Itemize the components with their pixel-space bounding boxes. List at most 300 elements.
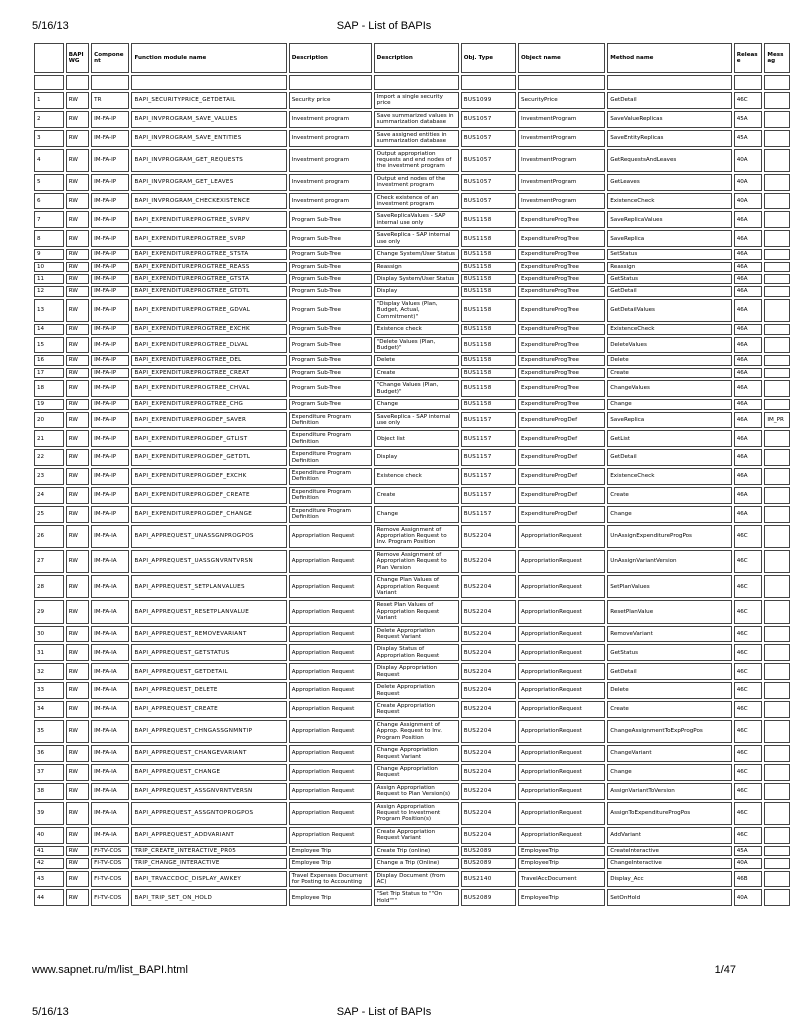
object-name-cell: ExpenditureProgDef bbox=[518, 449, 605, 466]
bapi-wg-cell: RW bbox=[66, 745, 89, 762]
row-index: 22 bbox=[34, 449, 64, 466]
obj-type-cell: BUS2204 bbox=[461, 783, 516, 800]
object-name-cell: ExpenditureProgDef bbox=[518, 412, 605, 429]
description-cell: Appropriation Request bbox=[289, 682, 372, 699]
method-name-cell: Create bbox=[607, 368, 731, 378]
table-row bbox=[34, 92, 790, 109]
description-2-cell: Display System/User Status bbox=[374, 274, 459, 284]
row-index: 13 bbox=[34, 299, 64, 322]
table-row bbox=[34, 626, 790, 643]
object-name-cell: ExpenditureProgTree bbox=[518, 355, 605, 365]
method-name-cell: UnAssignExpenditureProgPos bbox=[607, 525, 731, 548]
message-cell bbox=[764, 355, 790, 365]
function-module-cell: BAPI_EXPENDITUREPROGTREE_GDVAL bbox=[131, 299, 286, 322]
release-cell: 46A bbox=[734, 299, 763, 322]
obj-type-cell: BUS1157 bbox=[461, 487, 516, 504]
function-module-cell: BAPI_EXPENDITUREPROGTREE_REASS bbox=[131, 262, 286, 272]
description-2-cell: Create Trip (online) bbox=[374, 846, 459, 856]
component-cell: FI-TV-COS bbox=[91, 846, 129, 856]
method-name-cell: SetStatus bbox=[607, 249, 731, 259]
message-cell bbox=[764, 130, 790, 147]
component-cell: IM-FA-IP bbox=[91, 130, 129, 147]
obj-type-cell: BUS2204 bbox=[461, 663, 516, 680]
release-cell: 46C bbox=[734, 663, 763, 680]
description-2-cell: Existence check bbox=[374, 324, 459, 334]
method-name-cell: AssignToExpenditureProgPos bbox=[607, 802, 731, 825]
row-index: 11 bbox=[34, 274, 64, 284]
method-name-cell: Reassign bbox=[607, 262, 731, 272]
object-name-cell: ExpenditureProgDef bbox=[518, 430, 605, 447]
obj-type-cell: BUS2204 bbox=[461, 575, 516, 598]
description-2-cell: Change Plan Values of Appropriation Request Variant bbox=[374, 575, 459, 598]
description-cell: Expenditure Program Definition bbox=[289, 487, 372, 504]
release-cell: 46C bbox=[734, 626, 763, 643]
bapi-wg-cell: RW bbox=[66, 889, 89, 906]
method-name-cell: ExistenceCheck bbox=[607, 324, 731, 334]
method-name-cell: ChangeValues bbox=[607, 380, 731, 397]
method-name-cell: GetDetail bbox=[607, 286, 731, 296]
object-name-cell: ExpenditureProgTree bbox=[518, 299, 605, 322]
object-name-cell: ExpenditureProgTree bbox=[518, 286, 605, 296]
object-name-cell: AppropriationRequest bbox=[518, 600, 605, 623]
description-cell: Program Sub-Tree bbox=[289, 230, 372, 247]
description-2-cell: SaveReplica - SAP internal use only bbox=[374, 412, 459, 429]
description-2-cell: Create bbox=[374, 487, 459, 504]
table-row bbox=[34, 682, 790, 699]
description-2-cell: Save assigned entities in summarization database bbox=[374, 130, 459, 147]
table-row bbox=[34, 412, 790, 429]
message-cell bbox=[764, 783, 790, 800]
component-cell: IM-FA-IP bbox=[91, 355, 129, 365]
obj-type-cell: BUS2204 bbox=[461, 644, 516, 661]
bapi-wg-cell: RW bbox=[66, 149, 89, 172]
bapi-wg-cell: RW bbox=[66, 600, 89, 623]
table-row bbox=[34, 783, 790, 800]
object-name-cell: AppropriationRequest bbox=[518, 783, 605, 800]
table-row bbox=[34, 380, 790, 397]
method-name-cell: GetDetail bbox=[607, 449, 731, 466]
message-cell: IM_PR bbox=[764, 412, 790, 429]
description-2-cell: Delete Appropriation Request bbox=[374, 682, 459, 699]
table-row bbox=[34, 355, 790, 365]
object-name-cell: ExpenditureProgTree bbox=[518, 337, 605, 354]
description-2-cell: "Display Values (Plan, Budget, Actual, Commitment)" bbox=[374, 299, 459, 322]
function-module-cell: BAPI_TRVACCDOC_DISPLAY_AWKEY bbox=[131, 871, 286, 888]
obj-type-cell: BUS2204 bbox=[461, 525, 516, 548]
release-cell: 46A bbox=[734, 487, 763, 504]
row-index: 25 bbox=[34, 506, 64, 523]
bapi-wg-cell: RW bbox=[66, 468, 89, 485]
object-name-cell: ExpenditureProgTree bbox=[518, 262, 605, 272]
message-cell bbox=[764, 274, 790, 284]
function-module-cell: BAPI_APPREQUEST_RESETPLANVALUE bbox=[131, 600, 286, 623]
description-2-cell: Output end nodes of the investment program bbox=[374, 174, 459, 191]
message-cell bbox=[764, 92, 790, 109]
table-row bbox=[34, 600, 790, 623]
table-row bbox=[34, 274, 790, 284]
obj-type-cell: BUS1057 bbox=[461, 111, 516, 128]
method-name-cell: ExistenceCheck bbox=[607, 468, 731, 485]
component-cell: IM-FA-IP bbox=[91, 399, 129, 409]
object-name-cell: ExpenditureProgTree bbox=[518, 380, 605, 397]
message-cell bbox=[764, 871, 790, 888]
row-index: 26 bbox=[34, 525, 64, 548]
row-index: 10 bbox=[34, 262, 64, 272]
description-2-cell: Display bbox=[374, 449, 459, 466]
bapi-wg-cell: RW bbox=[66, 324, 89, 334]
message-cell bbox=[764, 174, 790, 191]
method-name-cell: RemoveVariant bbox=[607, 626, 731, 643]
description-2-cell: "Change Values (Plan, Budget)" bbox=[374, 380, 459, 397]
table-row bbox=[34, 193, 790, 210]
release-cell: 45A bbox=[734, 111, 763, 128]
obj-type-cell: BUS2204 bbox=[461, 745, 516, 762]
description-2-cell: Display bbox=[374, 286, 459, 296]
description-2-cell: Delete bbox=[374, 355, 459, 365]
function-module-cell: BAPI_TRIP_SET_ON_HOLD bbox=[131, 889, 286, 906]
method-name-cell: Delete bbox=[607, 682, 731, 699]
description-2-cell: Existence check bbox=[374, 468, 459, 485]
message-cell bbox=[764, 380, 790, 397]
description-cell: Program Sub-Tree bbox=[289, 399, 372, 409]
message-cell bbox=[764, 600, 790, 623]
description-cell: Program Sub-Tree bbox=[289, 368, 372, 378]
function-module-cell: BAPI_EXPENDITUREPROGDEF_EXCHK bbox=[131, 468, 286, 485]
method-name-cell: ResetPlanValue bbox=[607, 600, 731, 623]
table-row bbox=[34, 827, 790, 844]
component-cell: IM-FA-IP bbox=[91, 324, 129, 334]
description-cell: Program Sub-Tree bbox=[289, 324, 372, 334]
footer-url: www.sapnet.ru/m/list_BAPI.html bbox=[32, 964, 188, 976]
table-row bbox=[34, 720, 790, 743]
row-index: 18 bbox=[34, 380, 64, 397]
obj-type-cell: BUS1057 bbox=[461, 149, 516, 172]
row-index: 2 bbox=[34, 111, 64, 128]
obj-type-cell: BUS1158 bbox=[461, 355, 516, 365]
function-module-cell: BAPI_APPREQUEST_GETDETAIL bbox=[131, 663, 286, 680]
obj-type-cell: BUS2089 bbox=[461, 858, 516, 868]
table-row bbox=[34, 846, 790, 856]
bapi-wg-cell: RW bbox=[66, 355, 89, 365]
function-module-cell: BAPI_APPREQUEST_UASSGNVRNTVRSN bbox=[131, 550, 286, 573]
message-cell bbox=[764, 663, 790, 680]
obj-type-cell: BUS1158 bbox=[461, 230, 516, 247]
component-cell: IM-FA-IP bbox=[91, 430, 129, 447]
page-title: SAP - List of BAPIs bbox=[336, 20, 432, 32]
bapi-wg-cell: RW bbox=[66, 525, 89, 548]
component-cell: IM-FA-IP bbox=[91, 111, 129, 128]
message-cell bbox=[764, 889, 790, 906]
row-index: 40 bbox=[34, 827, 64, 844]
obj-type-cell: BUS1157 bbox=[461, 449, 516, 466]
message-cell bbox=[764, 211, 790, 228]
row-index: 32 bbox=[34, 663, 64, 680]
obj-type-cell: BUS2089 bbox=[461, 889, 516, 906]
row-index: 38 bbox=[34, 783, 64, 800]
bapi-wg-cell: RW bbox=[66, 193, 89, 210]
description-2-cell: Display Appropriation Request bbox=[374, 663, 459, 680]
function-module-cell: BAPI_APPREQUEST_UNASSGNPROGPOS bbox=[131, 525, 286, 548]
description-cell: Investment program bbox=[289, 174, 372, 191]
release-cell: 46B bbox=[734, 871, 763, 888]
release-cell: 45A bbox=[734, 846, 763, 856]
table-row bbox=[34, 663, 790, 680]
description-2-cell: Display Document (from AC) bbox=[374, 871, 459, 888]
method-name-cell: UnAssignVariantVersion bbox=[607, 550, 731, 573]
method-name-cell: SetPlanValues bbox=[607, 575, 731, 598]
obj-type-cell: BUS2204 bbox=[461, 600, 516, 623]
release-cell: 46A bbox=[734, 430, 763, 447]
row-index: 27 bbox=[34, 550, 64, 573]
component-cell: IM-FA-IA bbox=[91, 783, 129, 800]
table-row bbox=[34, 174, 790, 191]
release-cell: 46C bbox=[734, 575, 763, 598]
function-module-cell: TRIP_CREATE_INTERACTIVE_PR05 bbox=[131, 846, 286, 856]
obj-type-cell: BUS2204 bbox=[461, 802, 516, 825]
row-index: 3 bbox=[34, 130, 64, 147]
table-row bbox=[34, 430, 790, 447]
release-cell: 46A bbox=[734, 249, 763, 259]
table-row bbox=[34, 871, 790, 888]
bapi-wg-cell: RW bbox=[66, 626, 89, 643]
object-name-cell: InvestmentProgram bbox=[518, 111, 605, 128]
description-2-cell: Reassign bbox=[374, 262, 459, 272]
release-cell: 40A bbox=[734, 858, 763, 868]
bapi-wg-cell: RW bbox=[66, 575, 89, 598]
function-module-cell: BAPI_EXPENDITUREPROGDEF_GETDTL bbox=[131, 449, 286, 466]
function-module-cell: BAPI_INVPROGRAM_CHECKEXISTENCE bbox=[131, 193, 286, 210]
release-cell: 46C bbox=[734, 550, 763, 573]
description-2-cell: SaveReplicaValues - SAP internal use only bbox=[374, 211, 459, 228]
bapi-wg-cell: RW bbox=[66, 871, 89, 888]
bapi-wg-cell: RW bbox=[66, 550, 89, 573]
obj-type-cell: BUS1158 bbox=[461, 249, 516, 259]
message-cell bbox=[764, 468, 790, 485]
function-module-cell: BAPI_SECURITYPRICE_GETDETAIL bbox=[131, 92, 286, 109]
bapi-wg-cell: RW bbox=[66, 858, 89, 868]
table-row bbox=[34, 399, 790, 409]
component-cell: IM-FA-IA bbox=[91, 827, 129, 844]
table-row bbox=[34, 211, 790, 228]
object-name-cell: AppropriationRequest bbox=[518, 575, 605, 598]
bapi-wg-cell: RW bbox=[66, 92, 89, 109]
message-cell bbox=[764, 487, 790, 504]
description-cell: Appropriation Request bbox=[289, 644, 372, 661]
table-row bbox=[34, 889, 790, 906]
message-cell bbox=[764, 111, 790, 128]
obj-type-cell: BUS1158 bbox=[461, 299, 516, 322]
method-name-cell: GetDetail bbox=[607, 92, 731, 109]
component-cell: IM-FA-IA bbox=[91, 525, 129, 548]
row-index: 29 bbox=[34, 600, 64, 623]
description-cell: Appropriation Request bbox=[289, 600, 372, 623]
obj-type-cell: BUS1057 bbox=[461, 174, 516, 191]
description-cell: Appropriation Request bbox=[289, 663, 372, 680]
bapi-wg-cell: RW bbox=[66, 644, 89, 661]
description-cell: Program Sub-Tree bbox=[289, 262, 372, 272]
description-2-cell: Assign Appropriation Request to Plan Version(s) bbox=[374, 783, 459, 800]
release-cell: 46A bbox=[734, 211, 763, 228]
object-name-cell: ExpenditureProgTree bbox=[518, 230, 605, 247]
description-2-cell: Change bbox=[374, 399, 459, 409]
function-module-cell: BAPI_APPREQUEST_SETPLANVALUES bbox=[131, 575, 286, 598]
description-2-cell: Remove Assignment of Appropriation Request to Plan Version bbox=[374, 550, 459, 573]
object-name-cell: ExpenditureProgTree bbox=[518, 211, 605, 228]
component-cell: IM-FA-IP bbox=[91, 506, 129, 523]
col-header-object-name: Object name bbox=[518, 43, 605, 73]
component-cell: IM-FA-IA bbox=[91, 663, 129, 680]
release-cell: 46C bbox=[734, 783, 763, 800]
release-cell: 46C bbox=[734, 802, 763, 825]
function-module-cell: BAPI_EXPENDITUREPROGTREE_DLVAL bbox=[131, 337, 286, 354]
table-body bbox=[34, 75, 790, 906]
bapi-wg-cell: RW bbox=[66, 368, 89, 378]
description-2-cell: Create bbox=[374, 368, 459, 378]
description-cell: Investment program bbox=[289, 149, 372, 172]
component-cell: IM-FA-IP bbox=[91, 299, 129, 322]
bapi-wg-cell: RW bbox=[66, 211, 89, 228]
description-cell: Employee Trip bbox=[289, 889, 372, 906]
component-cell: FI-TV-COS bbox=[91, 871, 129, 888]
col-header-bapi-wg: BAPI WG bbox=[66, 43, 89, 73]
table-row bbox=[34, 324, 790, 334]
function-module-cell: BAPI_INVPROGRAM_SAVE_VALUES bbox=[131, 111, 286, 128]
obj-type-cell: BUS1158 bbox=[461, 399, 516, 409]
table-row bbox=[34, 487, 790, 504]
table-row bbox=[34, 449, 790, 466]
message-cell bbox=[764, 682, 790, 699]
release-cell: 40A bbox=[734, 174, 763, 191]
description-2-cell: SaveReplica - SAP internal use only bbox=[374, 230, 459, 247]
method-name-cell: GetStatus bbox=[607, 644, 731, 661]
release-cell: 46A bbox=[734, 355, 763, 365]
function-module-cell: BAPI_INVPROGRAM_GET_LEAVES bbox=[131, 174, 286, 191]
message-cell bbox=[764, 720, 790, 743]
description-2-cell: Change Assignment of Approp. Request to Inv. Program Position bbox=[374, 720, 459, 743]
function-module-cell: BAPI_EXPENDITUREPROGTREE_CREAT bbox=[131, 368, 286, 378]
col-header-description-2: Description bbox=[374, 43, 459, 73]
release-cell: 46C bbox=[734, 600, 763, 623]
bapi-wg-cell: RW bbox=[66, 701, 89, 718]
method-name-cell: Delete bbox=[607, 355, 731, 365]
release-cell: 46A bbox=[734, 506, 763, 523]
component-cell: IM-FA-IA bbox=[91, 682, 129, 699]
function-module-cell: BAPI_EXPENDITUREPROGTREE_STSTA bbox=[131, 249, 286, 259]
release-cell: 40A bbox=[734, 193, 763, 210]
release-cell: 40A bbox=[734, 149, 763, 172]
component-cell: IM-FA-IA bbox=[91, 745, 129, 762]
row-index: 21 bbox=[34, 430, 64, 447]
object-name-cell: EmployeeTrip bbox=[518, 858, 605, 868]
description-cell: Appropriation Request bbox=[289, 764, 372, 781]
col-header-release: Release bbox=[734, 43, 763, 73]
function-module-cell: BAPI_INVPROGRAM_GET_REQUESTS bbox=[131, 149, 286, 172]
row-index: 9 bbox=[34, 249, 64, 259]
description-2-cell: Change a Trip (Online) bbox=[374, 858, 459, 868]
bapi-wg-cell: RW bbox=[66, 130, 89, 147]
message-cell bbox=[764, 745, 790, 762]
table-row bbox=[34, 468, 790, 485]
function-module-cell: BAPI_EXPENDITUREPROGDEF_CHANGE bbox=[131, 506, 286, 523]
row-index: 24 bbox=[34, 487, 64, 504]
message-cell bbox=[764, 449, 790, 466]
method-name-cell: Create bbox=[607, 701, 731, 718]
obj-type-cell: BUS2140 bbox=[461, 871, 516, 888]
description-cell: Appropriation Request bbox=[289, 827, 372, 844]
table-row bbox=[34, 525, 790, 548]
description-2-cell: Assign Appropriation Request to Investment Program Position(s) bbox=[374, 802, 459, 825]
function-module-cell: BAPI_EXPENDITUREPROGTREE_SVRPV bbox=[131, 211, 286, 228]
bapi-wg-cell: RW bbox=[66, 764, 89, 781]
col-header-method-name: Method name bbox=[607, 43, 731, 73]
obj-type-cell: BUS1158 bbox=[461, 380, 516, 397]
component-cell: IM-FA-IP bbox=[91, 380, 129, 397]
obj-type-cell: BUS2204 bbox=[461, 626, 516, 643]
description-2-cell: Display Status of Appropriation Request bbox=[374, 644, 459, 661]
blank-row bbox=[34, 75, 790, 90]
table-row bbox=[34, 506, 790, 523]
description-cell: Program Sub-Tree bbox=[289, 299, 372, 322]
message-cell bbox=[764, 286, 790, 296]
table-row bbox=[34, 111, 790, 128]
description-cell: Appropriation Request bbox=[289, 783, 372, 800]
obj-type-cell: BUS1157 bbox=[461, 506, 516, 523]
bapi-wg-cell: RW bbox=[66, 274, 89, 284]
table-row bbox=[34, 149, 790, 172]
table-row bbox=[34, 262, 790, 272]
row-index: 7 bbox=[34, 211, 64, 228]
object-name-cell: AppropriationRequest bbox=[518, 663, 605, 680]
description-2-cell: Object list bbox=[374, 430, 459, 447]
release-cell: 46A bbox=[734, 380, 763, 397]
function-module-cell: BAPI_APPREQUEST_CHANGE bbox=[131, 764, 286, 781]
message-cell bbox=[764, 644, 790, 661]
method-name-cell: Change bbox=[607, 506, 731, 523]
release-cell: 40A bbox=[734, 889, 763, 906]
function-module-cell: BAPI_EXPENDITUREPROGDEF_GTLIST bbox=[131, 430, 286, 447]
message-cell bbox=[764, 337, 790, 354]
method-name-cell: SetOnHold bbox=[607, 889, 731, 906]
row-index: 15 bbox=[34, 337, 64, 354]
description-cell: Program Sub-Tree bbox=[289, 274, 372, 284]
bapi-wg-cell: RW bbox=[66, 399, 89, 409]
next-print-date: 5/16/13 bbox=[32, 1006, 69, 1018]
component-cell: TR bbox=[91, 92, 129, 109]
object-name-cell: ExpenditureProgTree bbox=[518, 399, 605, 409]
description-2-cell: Change System/User Status bbox=[374, 249, 459, 259]
release-cell: 46C bbox=[734, 827, 763, 844]
description-cell: Expenditure Program Definition bbox=[289, 412, 372, 429]
description-cell: Appropriation Request bbox=[289, 550, 372, 573]
component-cell: IM-FA-IP bbox=[91, 174, 129, 191]
function-module-cell: BAPI_EXPENDITUREPROGTREE_GTSTA bbox=[131, 274, 286, 284]
method-name-cell: GetDetail bbox=[607, 663, 731, 680]
table-header-row bbox=[34, 43, 790, 73]
object-name-cell: AppropriationRequest bbox=[518, 626, 605, 643]
component-cell: IM-FA-IP bbox=[91, 211, 129, 228]
description-2-cell: Change Appropriation Request bbox=[374, 764, 459, 781]
bapi-wg-cell: RW bbox=[66, 802, 89, 825]
function-module-cell: BAPI_APPREQUEST_ASSGNTOPROGPOS bbox=[131, 802, 286, 825]
print-date: 5/16/13 bbox=[32, 20, 69, 32]
method-name-cell: GetLeaves bbox=[607, 174, 731, 191]
release-cell: 46A bbox=[734, 324, 763, 334]
row-index: 35 bbox=[34, 720, 64, 743]
obj-type-cell: BUS1158 bbox=[461, 211, 516, 228]
bapi-wg-cell: RW bbox=[66, 337, 89, 354]
obj-type-cell: BUS2204 bbox=[461, 827, 516, 844]
message-cell bbox=[764, 827, 790, 844]
